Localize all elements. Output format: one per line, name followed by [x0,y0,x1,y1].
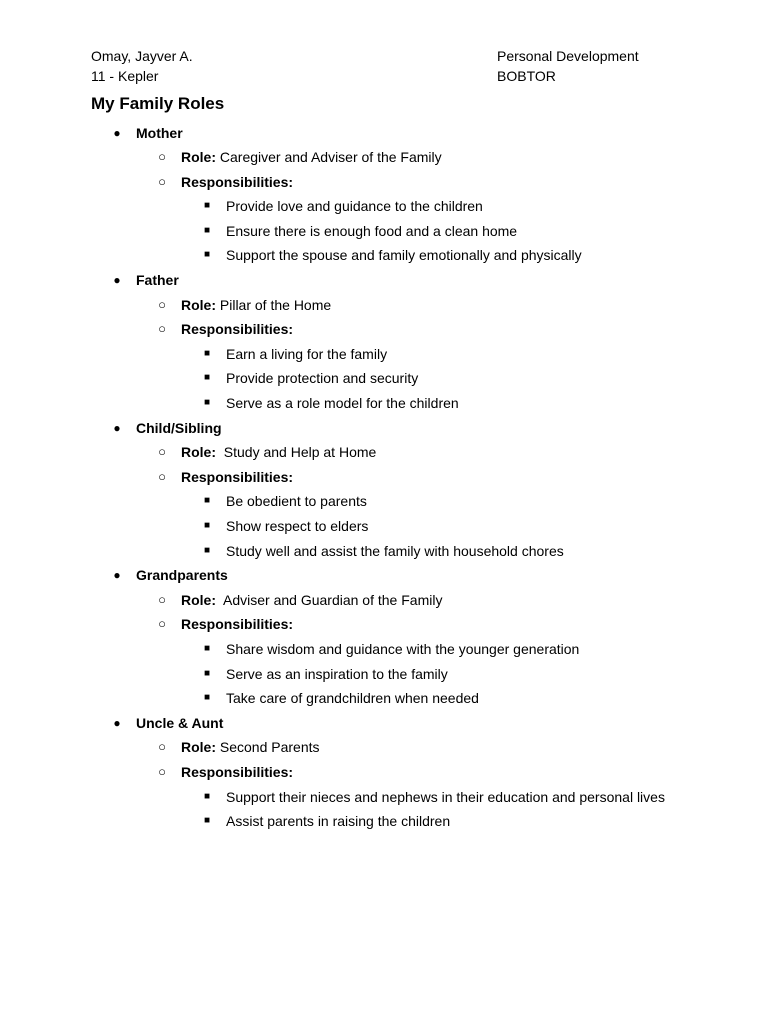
responsibilities-line [181,465,293,490]
family-roles-list [0,121,768,834]
member-name: Uncle & Aunt [136,714,224,731]
role-value: Second Parents [216,739,320,756]
responsibility-text: Earn a living for the family [226,345,388,362]
role-item [0,735,768,760]
role-label: Role: [181,444,216,461]
hollow-bullet-icon: ○ [158,173,166,189]
role-item [0,293,768,318]
role-item [0,588,768,613]
responsibility-item [0,514,768,539]
role-line [181,735,320,760]
header-left [91,46,193,86]
member-item [0,563,768,588]
square-bullet-icon: ■ [203,815,211,827]
responsibility-text: Serve as a role model for the children [226,395,459,412]
role-label: Role: [181,591,216,608]
responsibility-item [0,686,768,711]
responsibility-item [0,489,768,514]
responsibilities-line [181,760,293,785]
responsibility-item [0,539,768,564]
responsibilities-line [181,317,293,342]
responsibility-item [0,366,768,391]
square-bullet-icon: ■ [203,544,211,556]
square-bullet-icon: ■ [203,667,211,679]
teacher-name: BOBTOR [497,68,556,84]
responsibilities-label: Responsibilities: [181,173,294,190]
member-name: Father [136,272,179,289]
hollow-bullet-icon: ○ [158,444,166,460]
hollow-bullet-icon: ○ [158,739,166,755]
hollow-bullet-icon: ○ [158,763,166,779]
square-bullet-icon: ■ [203,790,211,802]
role-item [0,440,768,465]
hollow-bullet-icon: ○ [158,468,166,484]
square-bullet-icon: ■ [203,397,211,409]
bullet-icon: ● [113,273,121,288]
square-bullet-icon: ■ [203,692,211,704]
square-bullet-icon: ■ [203,347,211,359]
responsibility-item [0,219,768,244]
responsibility-item [0,662,768,687]
responsibility-text: Be obedient to parents [226,493,367,510]
responsibility-item [0,809,768,834]
responsibility-text: Serve as an inspiration to the family [226,665,448,682]
responsibilities-label: Responsibilities: [181,763,294,780]
responsibilities-line [181,612,293,637]
student-section: 11 - Kepler [91,68,159,84]
responsibility-item [0,194,768,219]
responsibilities-item [0,317,768,342]
responsibility-text: Study well and assist the family with household chores [226,542,564,559]
responsibility-text: Provide love and guidance to the children [226,198,483,215]
responsibilities-item [0,465,768,490]
bullet-icon: ● [113,125,121,140]
responsibility-item [0,342,768,367]
role-label: Role: [181,296,216,313]
responsibility-text: Take care of grandchildren when needed [226,690,479,707]
member-item [0,121,768,146]
responsibility-text: Show respect to elders [226,518,369,534]
square-bullet-icon: ■ [203,200,211,212]
responsibility-item [0,243,768,268]
responsibility-item [0,785,768,810]
responsibilities-label: Responsibilities: [181,616,294,633]
square-bullet-icon: ■ [203,224,211,236]
role-label: Role: [181,739,216,756]
responsibility-text: Support the spouse and family emotionally and physically [226,247,582,264]
role-line [181,440,376,465]
square-bullet-icon: ■ [203,249,211,261]
responsibility-text: Support their nieces and nephews in their education and personal lives [226,788,665,805]
role-value: Caregiver and Adviser of the Family [216,149,442,166]
member-name: Child/Sibling [136,419,222,436]
responsibility-text: Assist parents in raising the children [226,813,451,830]
bullet-icon: ● [113,568,121,583]
member-item [0,268,768,293]
hollow-bullet-icon: ○ [158,149,166,165]
role-line [181,588,442,613]
member-name: Mother [136,124,183,141]
bullet-icon: ● [113,715,121,730]
role-value: Pillar of the Home [216,296,332,313]
responsibilities-line [181,170,293,195]
square-bullet-icon: ■ [203,372,211,384]
bullet-icon: ● [113,420,121,435]
role-line [181,293,331,318]
square-bullet-icon: ■ [203,642,211,654]
responsibilities-label: Responsibilities: [181,468,294,485]
responsibility-item [0,391,768,416]
member-item [0,416,768,441]
responsibility-text: Ensure there is enough food and a clean home [226,222,518,239]
role-value: Adviser and Guardian of the Family [216,591,443,608]
responsibilities-item [0,612,768,637]
member-name: Grandparents [136,567,228,584]
square-bullet-icon: ■ [203,520,211,531]
header-right [497,46,639,86]
role-item [0,145,768,170]
hollow-bullet-icon: ○ [158,321,166,337]
page-title: My Family Roles [91,94,225,113]
hollow-bullet-icon: ○ [158,616,166,632]
role-value: Study and Help at Home [216,444,377,461]
role-line [181,145,442,170]
subject-name: Personal Development [497,48,639,64]
hollow-bullet-icon: ○ [158,591,166,607]
hollow-bullet-icon: ○ [158,296,166,312]
responsibility-text: Provide protection and security [226,370,419,387]
square-bullet-icon: ■ [203,495,211,507]
role-label: Role: [181,149,216,166]
responsibilities-item [0,170,768,195]
responsibility-item [0,637,768,662]
responsibility-text: Share wisdom and guidance with the younger generation [226,640,580,657]
responsibilities-label: Responsibilities: [181,321,294,338]
member-item [0,711,768,736]
responsibilities-item [0,760,768,785]
student-name: Omay, Jayver A. [91,48,193,64]
